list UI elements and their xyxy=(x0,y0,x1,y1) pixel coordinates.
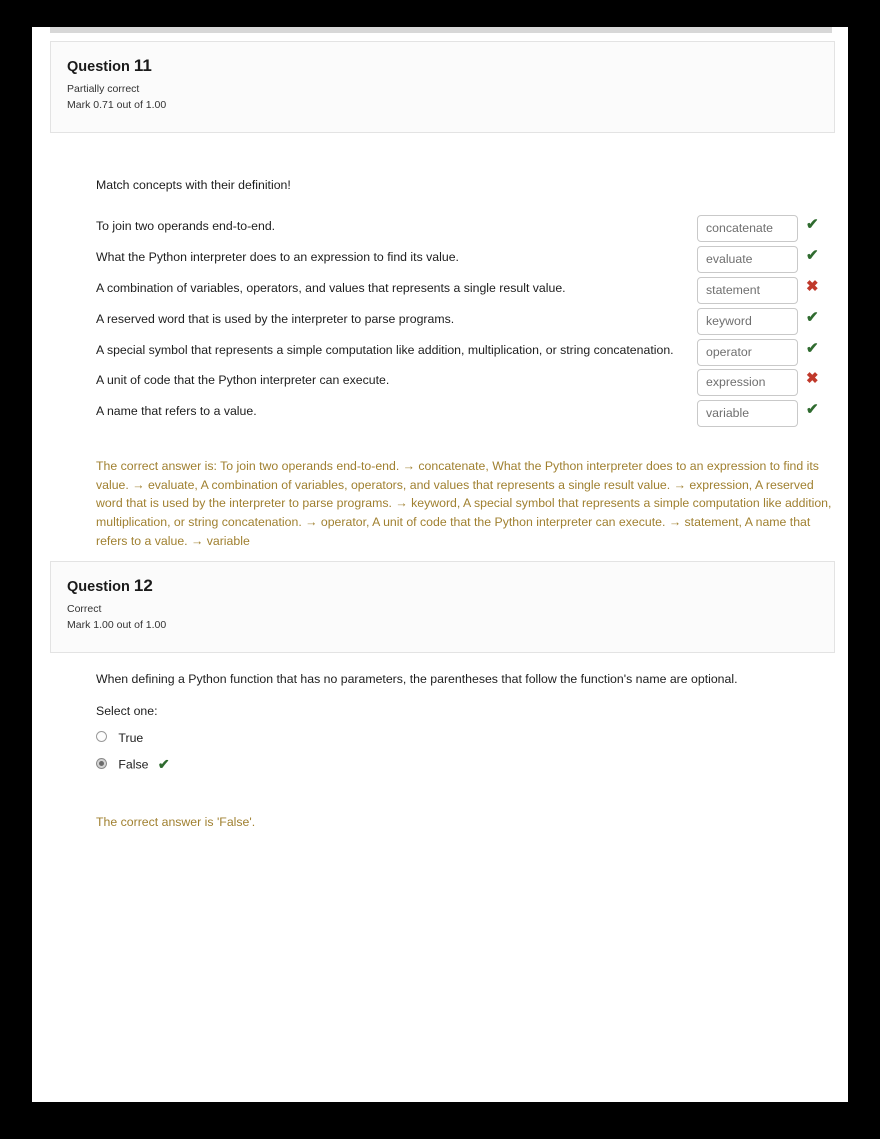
question-prompt-11: Match concepts with their definition! xyxy=(96,178,291,192)
question-mark-11: Mark 0.71 out of 1.00 xyxy=(67,99,167,112)
match-row-select[interactable]: concatenate xyxy=(697,215,798,242)
question-header-12 xyxy=(50,561,835,653)
question-feedback-12: The correct answer is 'False'. xyxy=(96,815,256,829)
result-correct-icon: ✔ xyxy=(806,309,819,326)
question-feedback-11: The correct answer is: To join two operands end-to-end. → concatenate, What the Python interpreter does to an expression to find its value. → evaluate, A combination of variables, operators, and values that represents a single result value. → expression, A reserved word that is used by the interpreter to parse programs. → keyword, A special symbol that represents a simple computation like addition, multiplication, or string concatenation. → operator, A unit of code that the Python interpreter can execute. → statement, A name that refers to a value. → variable xyxy=(96,459,832,548)
question-title-label: Question xyxy=(67,579,130,595)
answer-option-label: False xyxy=(118,757,149,772)
question-state-11: Partially correct xyxy=(67,83,140,96)
page-canvas xyxy=(32,27,848,1102)
answer-option-false[interactable] xyxy=(96,756,170,778)
radio-button-false[interactable] xyxy=(96,758,107,769)
match-row-label: A special symbol that represents a simple computation like addition, multiplication, or string concatenation. xyxy=(96,343,674,357)
result-incorrect-icon: ✖ xyxy=(806,370,819,387)
match-row-label: A name that refers to a value. xyxy=(96,404,257,418)
horizontal-scrollbar[interactable] xyxy=(50,27,832,33)
question-number: 11 xyxy=(133,56,152,75)
match-row xyxy=(96,339,819,367)
question-number: 12 xyxy=(133,576,153,595)
question-title-11 xyxy=(67,56,818,76)
match-row xyxy=(96,246,819,274)
match-row-label: To join two operands end-to-end. xyxy=(96,219,276,233)
match-row xyxy=(96,400,819,428)
answer-option-true[interactable] xyxy=(96,730,143,752)
match-row-select[interactable]: variable xyxy=(697,400,798,427)
question-prompt-12: When defining a Python function that has no parameters, the parentheses that follow the function's name are optional. xyxy=(96,672,738,686)
match-row xyxy=(96,277,819,305)
question-title-12 xyxy=(67,576,818,596)
match-row xyxy=(96,369,819,397)
question-state-12: Correct xyxy=(67,603,102,616)
select-one-label: Select one: xyxy=(96,704,158,718)
radio-button-true[interactable] xyxy=(96,731,107,742)
match-row-select[interactable]: statement xyxy=(697,277,798,304)
question-header-11 xyxy=(50,41,835,133)
match-row xyxy=(96,215,819,243)
match-row-select[interactable]: keyword xyxy=(697,308,798,335)
match-row-label: A reserved word that is used by the interpreter to parse programs. xyxy=(96,312,455,326)
result-correct-icon: ✔ xyxy=(806,247,819,264)
match-row-select[interactable]: operator xyxy=(697,339,798,366)
result-correct-icon: ✔ xyxy=(806,401,819,418)
question-title-label: Question xyxy=(67,59,130,75)
match-row-select[interactable]: expression xyxy=(697,369,798,396)
result-correct-icon: ✔ xyxy=(157,756,170,772)
match-row-label: A combination of variables, operators, and values that represents a single result value. xyxy=(96,281,566,295)
result-correct-icon: ✔ xyxy=(806,216,819,233)
result-incorrect-icon: ✖ xyxy=(806,278,819,295)
match-row xyxy=(96,308,819,336)
match-row-label: A unit of code that the Python interpreter can execute. xyxy=(96,373,390,387)
match-row-select[interactable]: evaluate xyxy=(697,246,798,273)
match-row-label: What the Python interpreter does to an expression to find its value. xyxy=(96,250,459,264)
answer-option-label: True xyxy=(118,730,144,745)
result-correct-icon: ✔ xyxy=(806,340,819,357)
question-mark-12: Mark 1.00 out of 1.00 xyxy=(67,619,167,632)
